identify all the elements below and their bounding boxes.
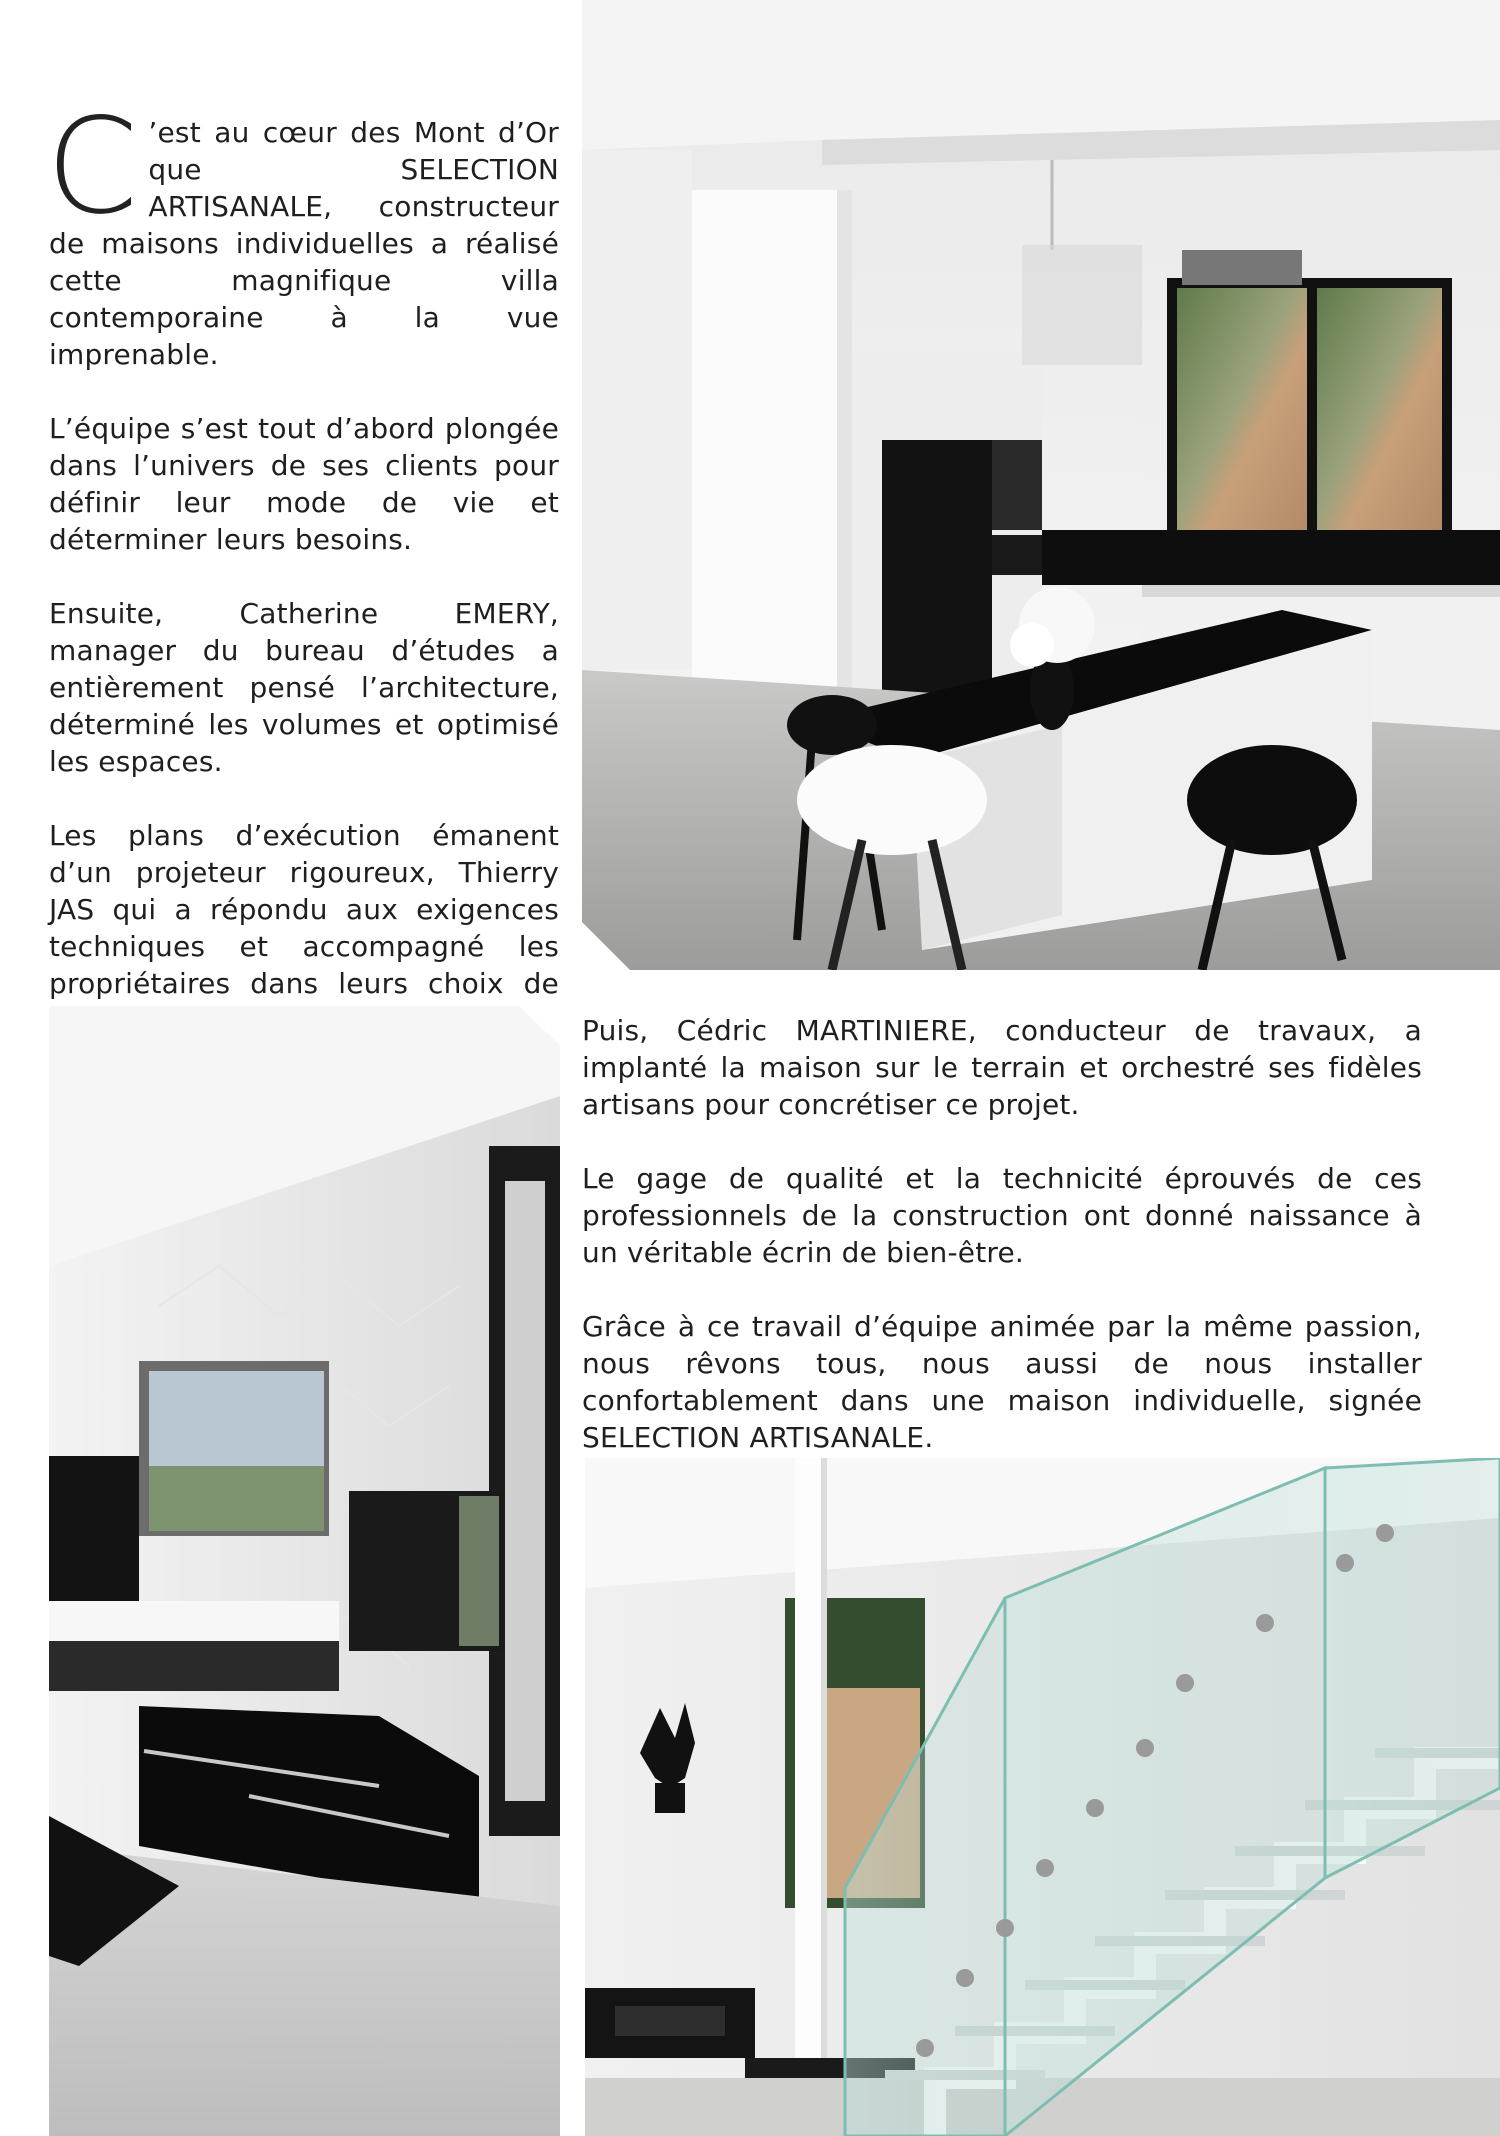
continuation-paragraph-3: Grâce à ce travail d’équipe animée par la même passion, nous rêvons tous, nous aussi de nous installer confortablement dans une maison individuelle, signée SELECTION ARTISANALE. xyxy=(582,1310,1422,1454)
continuation-paragraph-2: Le gage de qualité et la technicité éprouvés de ces professionnels de la construction ont donné naissance à un véritable écrin de bien-être. xyxy=(582,1162,1422,1269)
intro-paragraph-1: C ’est au cœur des Mont d’Or que SELECTION ARTISANALE, constructeur de maisons individuelles a réalisé cette magnifique villa contemporaine à la vue imprenable. xyxy=(46,90,559,371)
drop-cap: C xyxy=(46,90,139,244)
continuation-text-column xyxy=(582,1012,1422,1493)
staircase-photo xyxy=(585,1458,1500,2136)
bathroom-photo xyxy=(49,1006,560,2136)
intro-paragraph-3: Ensuite, Catherine EMERY, manager du bureau d’études a entièrement pensé l’architecture, déterminé les volumes et optimisé les espaces. xyxy=(49,597,559,778)
intro-text-column xyxy=(46,90,559,1076)
intro-paragraph-2: L’équipe s’est tout d’abord plongée dans l’univers de ses clients pour définir leur mode de vie et déterminer leurs besoins. xyxy=(49,412,559,556)
intro-paragraph-4: Les plans d’exécution émanent d’un projeteur rigoureux, Thierry JAS qui a répondu aux exigences techniques et accompagné les propriétaires dans leurs choix de xyxy=(49,819,559,1000)
continuation-paragraph-1: Puis, Cédric MARTINIERE, conducteur de travaux, a implanté la maison sur le terrain et orchestré ses fidèles artisans pour concrétiser ce projet. xyxy=(582,1014,1422,1121)
kitchen-photo xyxy=(582,0,1500,970)
